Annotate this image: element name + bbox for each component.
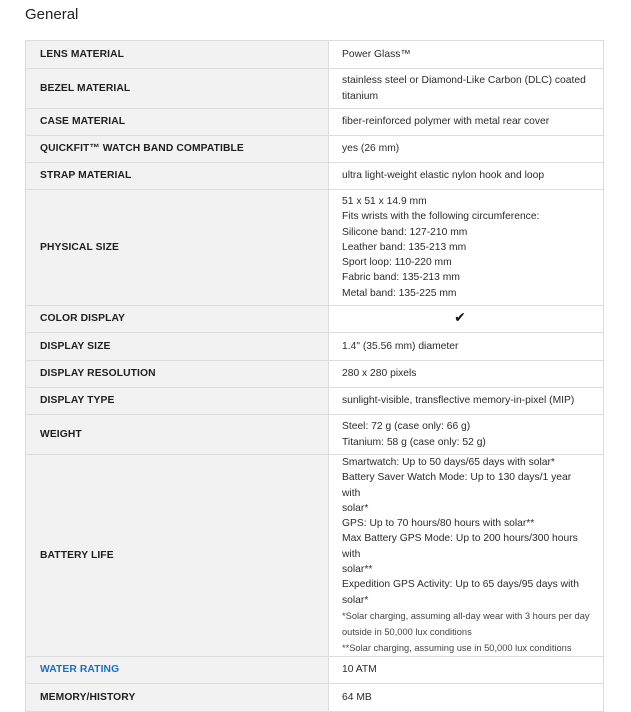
row-label: BEZEL MATERIAL bbox=[26, 69, 329, 109]
footnote: outside in 50,000 lux conditions bbox=[342, 626, 472, 637]
table-row bbox=[26, 415, 604, 455]
value-line: Metal band: 135-225 mm bbox=[342, 287, 457, 299]
row-value bbox=[329, 361, 604, 388]
row-value bbox=[329, 69, 604, 109]
row-value bbox=[329, 41, 604, 69]
value-line: Power Glass™ bbox=[342, 48, 411, 60]
table-row bbox=[26, 306, 604, 333]
table-row bbox=[26, 683, 604, 711]
table-row bbox=[26, 656, 604, 683]
value-line: Leather band: 135-213 mm bbox=[342, 241, 467, 253]
row-value bbox=[329, 455, 604, 657]
row-label: BATTERY LIFE bbox=[26, 455, 329, 657]
value-line: 64 MB bbox=[342, 691, 372, 703]
row-value bbox=[329, 388, 604, 415]
checkmark-icon: ✔ bbox=[454, 309, 466, 326]
value-line: 10 ATM bbox=[342, 664, 377, 676]
spec-table bbox=[25, 40, 604, 712]
row-value bbox=[329, 136, 604, 163]
table-row bbox=[26, 163, 604, 190]
row-value bbox=[329, 333, 604, 361]
row-value bbox=[329, 683, 604, 711]
table-row bbox=[26, 361, 604, 388]
table-row bbox=[26, 388, 604, 415]
row-label: PHYSICAL SIZE bbox=[26, 190, 329, 306]
value-line: Smartwatch: Up to 50 days/65 days with solar* bbox=[342, 457, 555, 468]
value-line: 280 x 280 pixels bbox=[342, 368, 417, 380]
row-label: DISPLAY SIZE bbox=[26, 333, 329, 361]
water-rating-link[interactable]: WATER RATING bbox=[26, 656, 329, 683]
value-line: Steel: 72 g (case only: 66 g) bbox=[342, 421, 471, 433]
value-line: titanium bbox=[342, 90, 379, 102]
row-value bbox=[329, 190, 604, 306]
table-row bbox=[26, 41, 604, 69]
value-line: 1.4" (35.56 mm) diameter bbox=[342, 340, 459, 352]
value-line: GPS: Up to 70 hours/80 hours with solar** bbox=[342, 518, 535, 530]
value-line: solar** bbox=[342, 564, 373, 576]
row-value bbox=[329, 656, 604, 683]
table-row bbox=[26, 455, 604, 657]
row-value bbox=[329, 415, 604, 455]
value-line: stainless steel or Diamond-Like Carbon (DLC) coated bbox=[342, 75, 586, 87]
section-title: General bbox=[25, 6, 79, 23]
row-label: STRAP MATERIAL bbox=[26, 163, 329, 190]
row-label: CASE MATERIAL bbox=[26, 109, 329, 136]
table-row bbox=[26, 136, 604, 163]
table-row bbox=[26, 109, 604, 136]
table-row bbox=[26, 333, 604, 361]
table-row bbox=[26, 190, 604, 306]
row-value bbox=[329, 109, 604, 136]
value-line: Silicone band: 127-210 mm bbox=[342, 226, 468, 238]
value-line: Fits wrists with the following circumference: bbox=[342, 211, 540, 223]
value-line: solar* bbox=[342, 502, 369, 514]
row-label: COLOR DISPLAY bbox=[26, 306, 329, 333]
value-line: sunlight-visible, transflective memory-in-pixel (MIP) bbox=[342, 395, 575, 407]
value-line: ultra light-weight elastic nylon hook and loop bbox=[342, 170, 545, 182]
row-value bbox=[329, 306, 604, 333]
value-line: Max Battery GPS Mode: Up to 200 hours/300 hours with bbox=[342, 533, 578, 560]
value-line: Expedition GPS Activity: Up to 65 days/95 days with solar* bbox=[342, 579, 579, 606]
value-line: 51 x 51 x 14.9 mm bbox=[342, 195, 427, 207]
table-row bbox=[26, 69, 604, 109]
value-line: Titanium: 58 g (case only: 52 g) bbox=[342, 436, 486, 448]
value-line: Sport loop: 110-220 mm bbox=[342, 257, 452, 269]
footnote: **Solar charging, assuming use in 50,000 lux conditions bbox=[342, 642, 572, 653]
row-value bbox=[329, 163, 604, 190]
value-line: fiber-reinforced polymer with metal rear cover bbox=[342, 116, 550, 128]
row-label: DISPLAY TYPE bbox=[26, 388, 329, 415]
value-line: yes (26 mm) bbox=[342, 143, 400, 155]
row-label: DISPLAY RESOLUTION bbox=[26, 361, 329, 388]
row-label: LENS MATERIAL bbox=[26, 41, 329, 69]
value-line: Fabric band: 135-213 mm bbox=[342, 272, 460, 284]
footnote: *Solar charging, assuming all-day wear with 3 hours per day bbox=[342, 610, 590, 621]
row-label: WEIGHT bbox=[26, 415, 329, 455]
row-label: MEMORY/HISTORY bbox=[26, 683, 329, 711]
value-line: Battery Saver Watch Mode: Up to 130 days/1 year with bbox=[342, 472, 572, 499]
row-label: QUICKFIT™ WATCH BAND COMPATIBLE bbox=[26, 136, 329, 163]
